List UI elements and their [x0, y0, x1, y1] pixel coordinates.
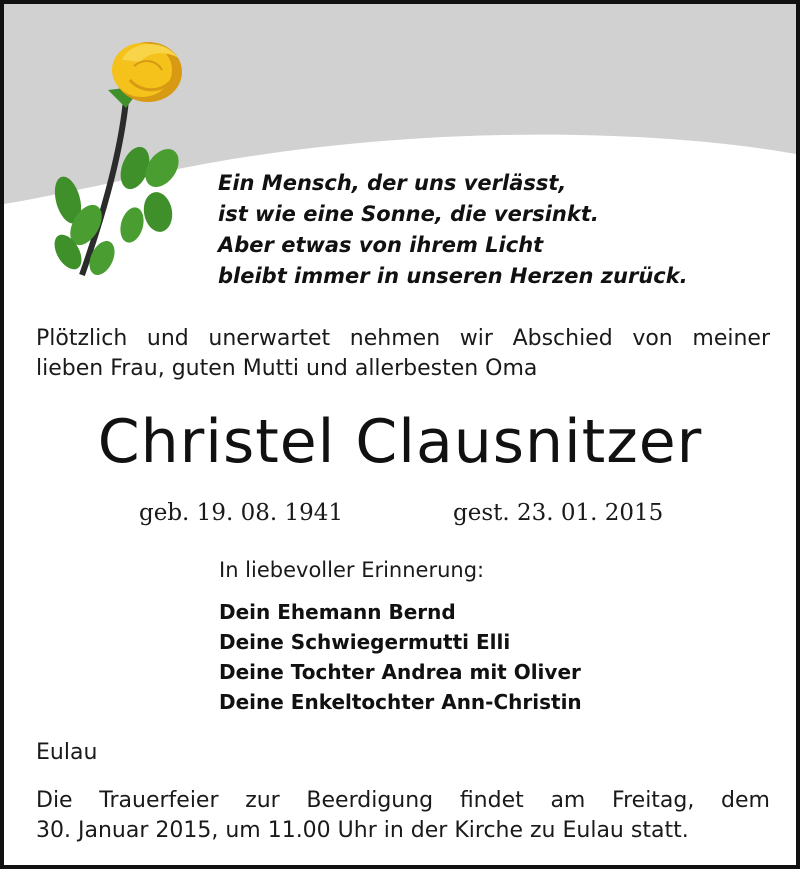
intro-line: lieben Frau, guten Mutti und allerbesten Oma: [36, 356, 538, 381]
funeral-line: 30. Januar 2015, um 11.00 Uhr in der Kirche zu Eulau statt.: [36, 818, 689, 843]
mourner-item: Deine Tochter Andrea mit Oliver: [219, 660, 581, 684]
birth-date: geb. 19. 08. 1941: [139, 500, 343, 526]
intro-line: Plötzlich und unerwartet nehmen wir Abschied von meiner: [36, 326, 770, 351]
intro-text: [36, 324, 770, 384]
death-date: gest. 23. 01. 2015: [453, 500, 664, 526]
mourner-item: Dein Ehemann Bernd: [219, 600, 456, 624]
funeral-line: Die Trauerfeier zur Beerdigung findet am Freitag, dem: [36, 788, 770, 813]
poem-line: bleibt immer in unseren Herzen zurück.: [218, 264, 688, 288]
poem-line: Aber etwas von ihrem Licht: [218, 233, 544, 257]
funeral-notice: [36, 786, 770, 846]
poem-line: ist wie eine Sonne, die versinkt.: [218, 202, 599, 226]
memory-heading: In liebevoller Erinnerung:: [219, 558, 485, 582]
poem-line: Ein Mensch, der uns verlässt,: [218, 171, 567, 195]
poem: [218, 168, 758, 292]
deceased-name: Christel Clausnitzer: [97, 407, 703, 477]
place-name: Eulau: [36, 740, 98, 765]
rose-icon: [30, 30, 200, 280]
mourner-list: [219, 597, 582, 717]
mourner-item: Deine Schwiegermutti Elli: [219, 630, 511, 654]
mourner-item: Deine Enkeltochter Ann-Christin: [219, 690, 582, 714]
